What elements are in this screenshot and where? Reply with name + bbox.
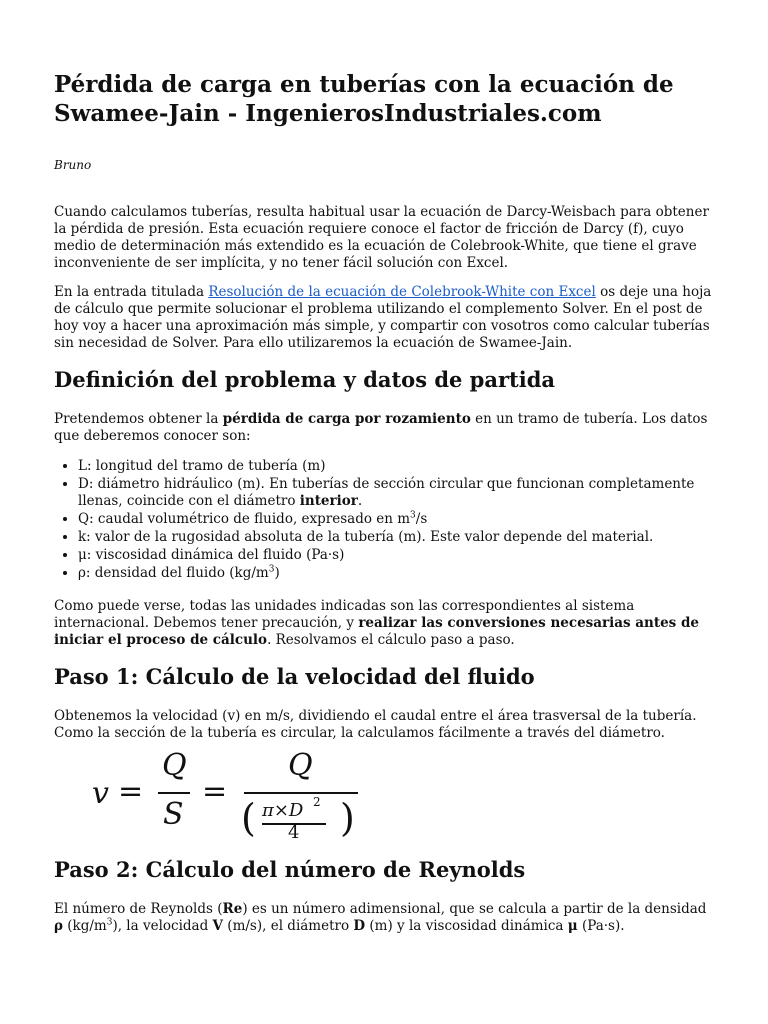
definition-paragraph <box>54 411 714 445</box>
text-span: os deje una hoja de cálculo que permite solucionar el problema utilizando el complemento Solver. En el post de hoy voy a hacer una aproximación más simple, y compartir con vosotros como calcular tuberías sin necesidad de Solver. Para ello utilizaremos la ecuación de Swamee-Jain. <box>54 284 712 351</box>
eq-four: 4 <box>288 822 300 843</box>
eq-right-paren: ) <box>340 796 355 840</box>
eq-equals-1: = <box>118 774 144 809</box>
text-span: . <box>357 493 363 509</box>
superscript: 3 <box>410 510 416 521</box>
text-span: ρ: densidad del fluido (kg/m <box>78 565 269 581</box>
text-span: ) <box>274 565 280 581</box>
section-heading-velocity: Paso 1: Cálculo de la velocidad del fluido <box>54 664 535 689</box>
text-span: El número de Reynolds ( <box>54 901 223 917</box>
colebrook-white-link[interactable]: Resolución de la ecuación de Colebrook-White con Excel <box>208 284 596 300</box>
units-paragraph <box>54 598 714 649</box>
list-item-k: • k: valor de la rugosidad absoluta de la tubería (m). Este valor depende del material. <box>78 529 738 546</box>
list-item-D <box>78 476 738 510</box>
bold-text: μ <box>567 918 578 934</box>
fraction-bar-1 <box>158 792 190 794</box>
bold-text: realizar las conversiones necesarias antes de iniciar el proceso de cálculo <box>54 615 700 648</box>
text-span: (Pa·s). <box>577 918 625 934</box>
eq-v: v <box>92 776 109 811</box>
eq-pi-times-d: π×D <box>262 800 304 821</box>
intro-paragraph-1: Cuando calculamos tuberías, resulta habitual usar la ecuación de Darcy-Weisbach para obtener la pérdida de presión. Esta ecuación requiere conoce el factor de fricción de Darcy (f), cuyo medio de determinación más extendido es la ecuación de Colebrook-White, que tiene el grave inconveniente de ser implícita, y no tener fácil solución con Excel. <box>54 204 709 271</box>
eq-exponent-2: 2 <box>313 795 321 809</box>
fraction-bar-2 <box>244 792 358 794</box>
eq-s-denominator: S <box>163 797 184 832</box>
text-span: ) es un número adimensional, que se calcula a partir de la densidad <box>242 901 707 917</box>
superscript: 3 <box>106 917 113 928</box>
text-span: (kg/m <box>62 918 107 934</box>
text-span: Q: caudal volumétrico de fluido, expresado en m <box>78 511 411 527</box>
bold-text: Re <box>222 901 243 917</box>
text-span: Pretendemos obtener la <box>54 411 223 427</box>
bold-text: V <box>212 918 224 934</box>
page-title: Pérdida de carga en tuberías con la ecuación de Swamee-Jain - IngenierosIndustriales.com <box>54 71 674 127</box>
intro-paragraph-2 <box>54 284 714 352</box>
author-name: Bruno <box>54 158 92 172</box>
superscript: 3 <box>268 564 275 575</box>
eq-q-numerator-2: Q <box>288 748 313 783</box>
text-span: . Resolvamos el cálculo paso a paso. <box>267 632 515 648</box>
eq-q-numerator-1: Q <box>162 748 187 783</box>
section-heading-reynolds: Paso 2: Cálculo del número de Reynolds <box>54 857 526 882</box>
text-span: (m/s), el diámetro <box>223 918 354 934</box>
velocity-paragraph: Obtenemos la velocidad (v) en m/s, dividiendo el caudal entre el área trasversal de la tubería. Como la sección de la tubería es circular, la calculamos fácilmente a través del diámetro. <box>54 708 697 741</box>
bold-text: ρ <box>54 918 63 934</box>
list-item-mu: • μ: viscosidad dinámica del fluido (Pa·s) <box>78 547 738 564</box>
eq-left-paren: ( <box>241 796 256 840</box>
text-span: En la entrada titulada <box>54 284 209 300</box>
text-span: (m) y la viscosidad dinámica <box>365 918 568 934</box>
text-span: /s <box>415 511 428 527</box>
text-span: D: diámetro hidráulico (m). En tuberías de sección circular que funcionan completamente llenas, coincide con el diámetro <box>78 476 695 509</box>
list-item-Q <box>78 511 738 528</box>
reynolds-paragraph <box>54 901 714 935</box>
bold-text: D <box>353 918 366 934</box>
text-span: en un tramo de tubería. Los datos que deberemos conocer son: <box>54 411 708 444</box>
text-span: Como puede verse, todas las unidades indicadas son las correspondientes al sistema internacional. Debemos tener precaución, y <box>54 598 635 631</box>
list-item-L: • L: longitud del tramo de tubería (m) <box>78 458 738 475</box>
bold-text: pérdida de carga por rozamiento <box>222 411 471 427</box>
list-item-rho <box>78 565 738 582</box>
text-span: ), la velocidad <box>112 918 213 934</box>
data-list <box>54 458 738 583</box>
section-heading-definition: Definición del problema y datos de partida <box>54 367 556 392</box>
bold-text: interior <box>299 493 358 509</box>
eq-equals-2: = <box>202 774 228 809</box>
